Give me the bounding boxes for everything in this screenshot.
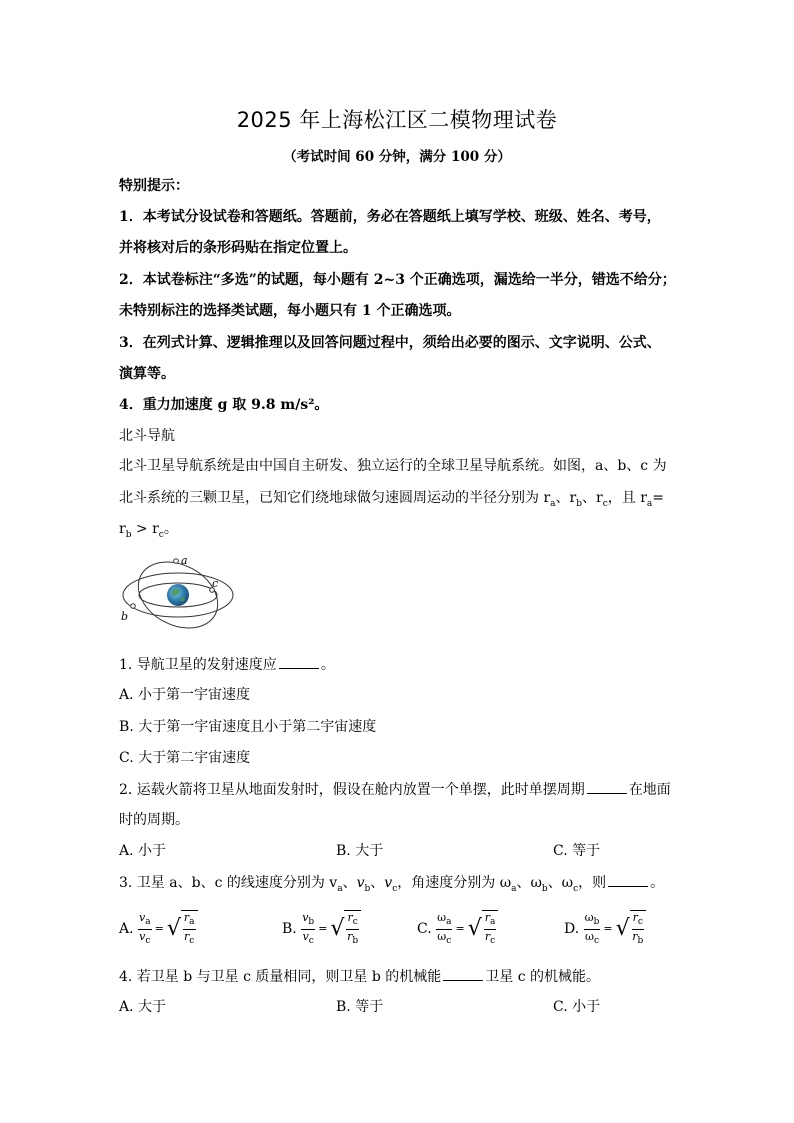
label-b: b [121, 610, 129, 623]
notice-line-3: 2．本试卷标注“多选”的试题，每小题有 2~3 个正确选项，漏选给一半分，错选不给分； [119, 272, 676, 288]
question-2-option-c: C. 等于 [553, 843, 601, 859]
question-3-option-b: B. $\frac{v_b}{v_c}$ = √ $\frac{r_c}{r_b}$ [282, 910, 361, 948]
section-intro-2: 北斗系统的三颗卫星，已知它们绕地球做匀速圆周运动的半径分别为 $r_a$、$r_b$、$r_c$，且 $r_a=$ [119, 490, 665, 509]
label-a: a [181, 554, 188, 567]
question-2-stem-2: 时的周期。 [119, 812, 189, 828]
page-title: 2025 年上海松江区二模物理试卷 [236, 108, 558, 132]
question-2-stem: 2. 运载火箭将卫星从地面发射时，假设在舱内放置一个单摆，此时单摆周期 在地面 [119, 779, 679, 800]
notice-line-2: 并将核对后的条形码贴在指定位置上。 [119, 240, 357, 256]
question-2-option-b: B. 大于 [336, 843, 384, 859]
question-1-option-a: A. 小于第一宇宙速度 [119, 687, 251, 703]
notice-heading: 特别提示： [119, 178, 189, 194]
satellite-b-icon [131, 604, 136, 609]
question-3-option-c: C. $\frac{\omega_a}{\omega_c}$ = √ $\frac{r_a}{r_c}$ [417, 910, 498, 948]
question-1-option-b: B. 大于第一宇宙速度且小于第二宇宙速度 [119, 719, 377, 735]
satellite-a-icon [174, 559, 179, 564]
answer-blank [608, 872, 648, 887]
section-intro-3: $r_b > r_c$。 [119, 521, 178, 540]
question-4-option-b: B. 等于 [336, 999, 384, 1015]
question-3-stem: 3. 卫星 a、b、c 的线速度分别为 $v_a$、$v_b$、$v_c$，角速度分别为 $\omega_a$、$\omega_b$、$\omega_c$，则 。 [119, 872, 679, 899]
question-2-option-a: A. 小于 [119, 843, 167, 859]
label-c: c [212, 577, 219, 590]
question-1-stem: 1. 导航卫星的发射速度应 。 [119, 654, 679, 675]
question-4-option-a: A. 大于 [119, 999, 167, 1015]
question-1-option-c: C. 大于第二宇宙速度 [119, 750, 251, 766]
question-4-option-c: C. 小于 [553, 999, 601, 1015]
section-title: 北斗导航 [119, 428, 175, 444]
exam-subtitle: （考试时间 60 分钟，满分 100 分） [283, 149, 511, 165]
earth-icon [167, 584, 189, 606]
notice-line-6: 演算等。 [119, 366, 175, 382]
answer-blank [443, 966, 483, 981]
satellite-orbit-figure [118, 550, 243, 636]
question-3-option-d: D. $\frac{\omega_b}{\omega_c}$ = √ $\frac{r_c}{r_b}$ [564, 910, 646, 948]
section-intro-1: 北斗卫星导航系统是由中国自主研发、独立运行的全球卫星导航系统。如图，a、b、c 为 [119, 458, 667, 474]
answer-blank [587, 779, 627, 794]
notice-line-1: 1．本考试分设试卷和答题纸。答题前，务必在答题纸上填写学校、班级、姓名、考号， [119, 209, 661, 225]
question-3-option-a: A. $\frac{v_a}{v_c}$ = √ $\frac{r_a}{r_c}$ [119, 910, 198, 948]
notice-line-7: 4．重力加速度 g 取 9.8 m/s²。 [119, 397, 329, 413]
notice-line-4: 未特别标注的选择类试题，每小题只有 1 个正确选项。 [119, 303, 461, 319]
notice-line-5: 3．在列式计算、逻辑推理以及回答问题过程中，须给出必要的图示、文字说明、公式、 [119, 335, 661, 351]
answer-blank [279, 654, 319, 669]
question-4-stem: 4. 若卫星 b 与卫星 c 质量相同，则卫星 b 的机械能 卫星 c 的机械能。 [119, 966, 679, 987]
